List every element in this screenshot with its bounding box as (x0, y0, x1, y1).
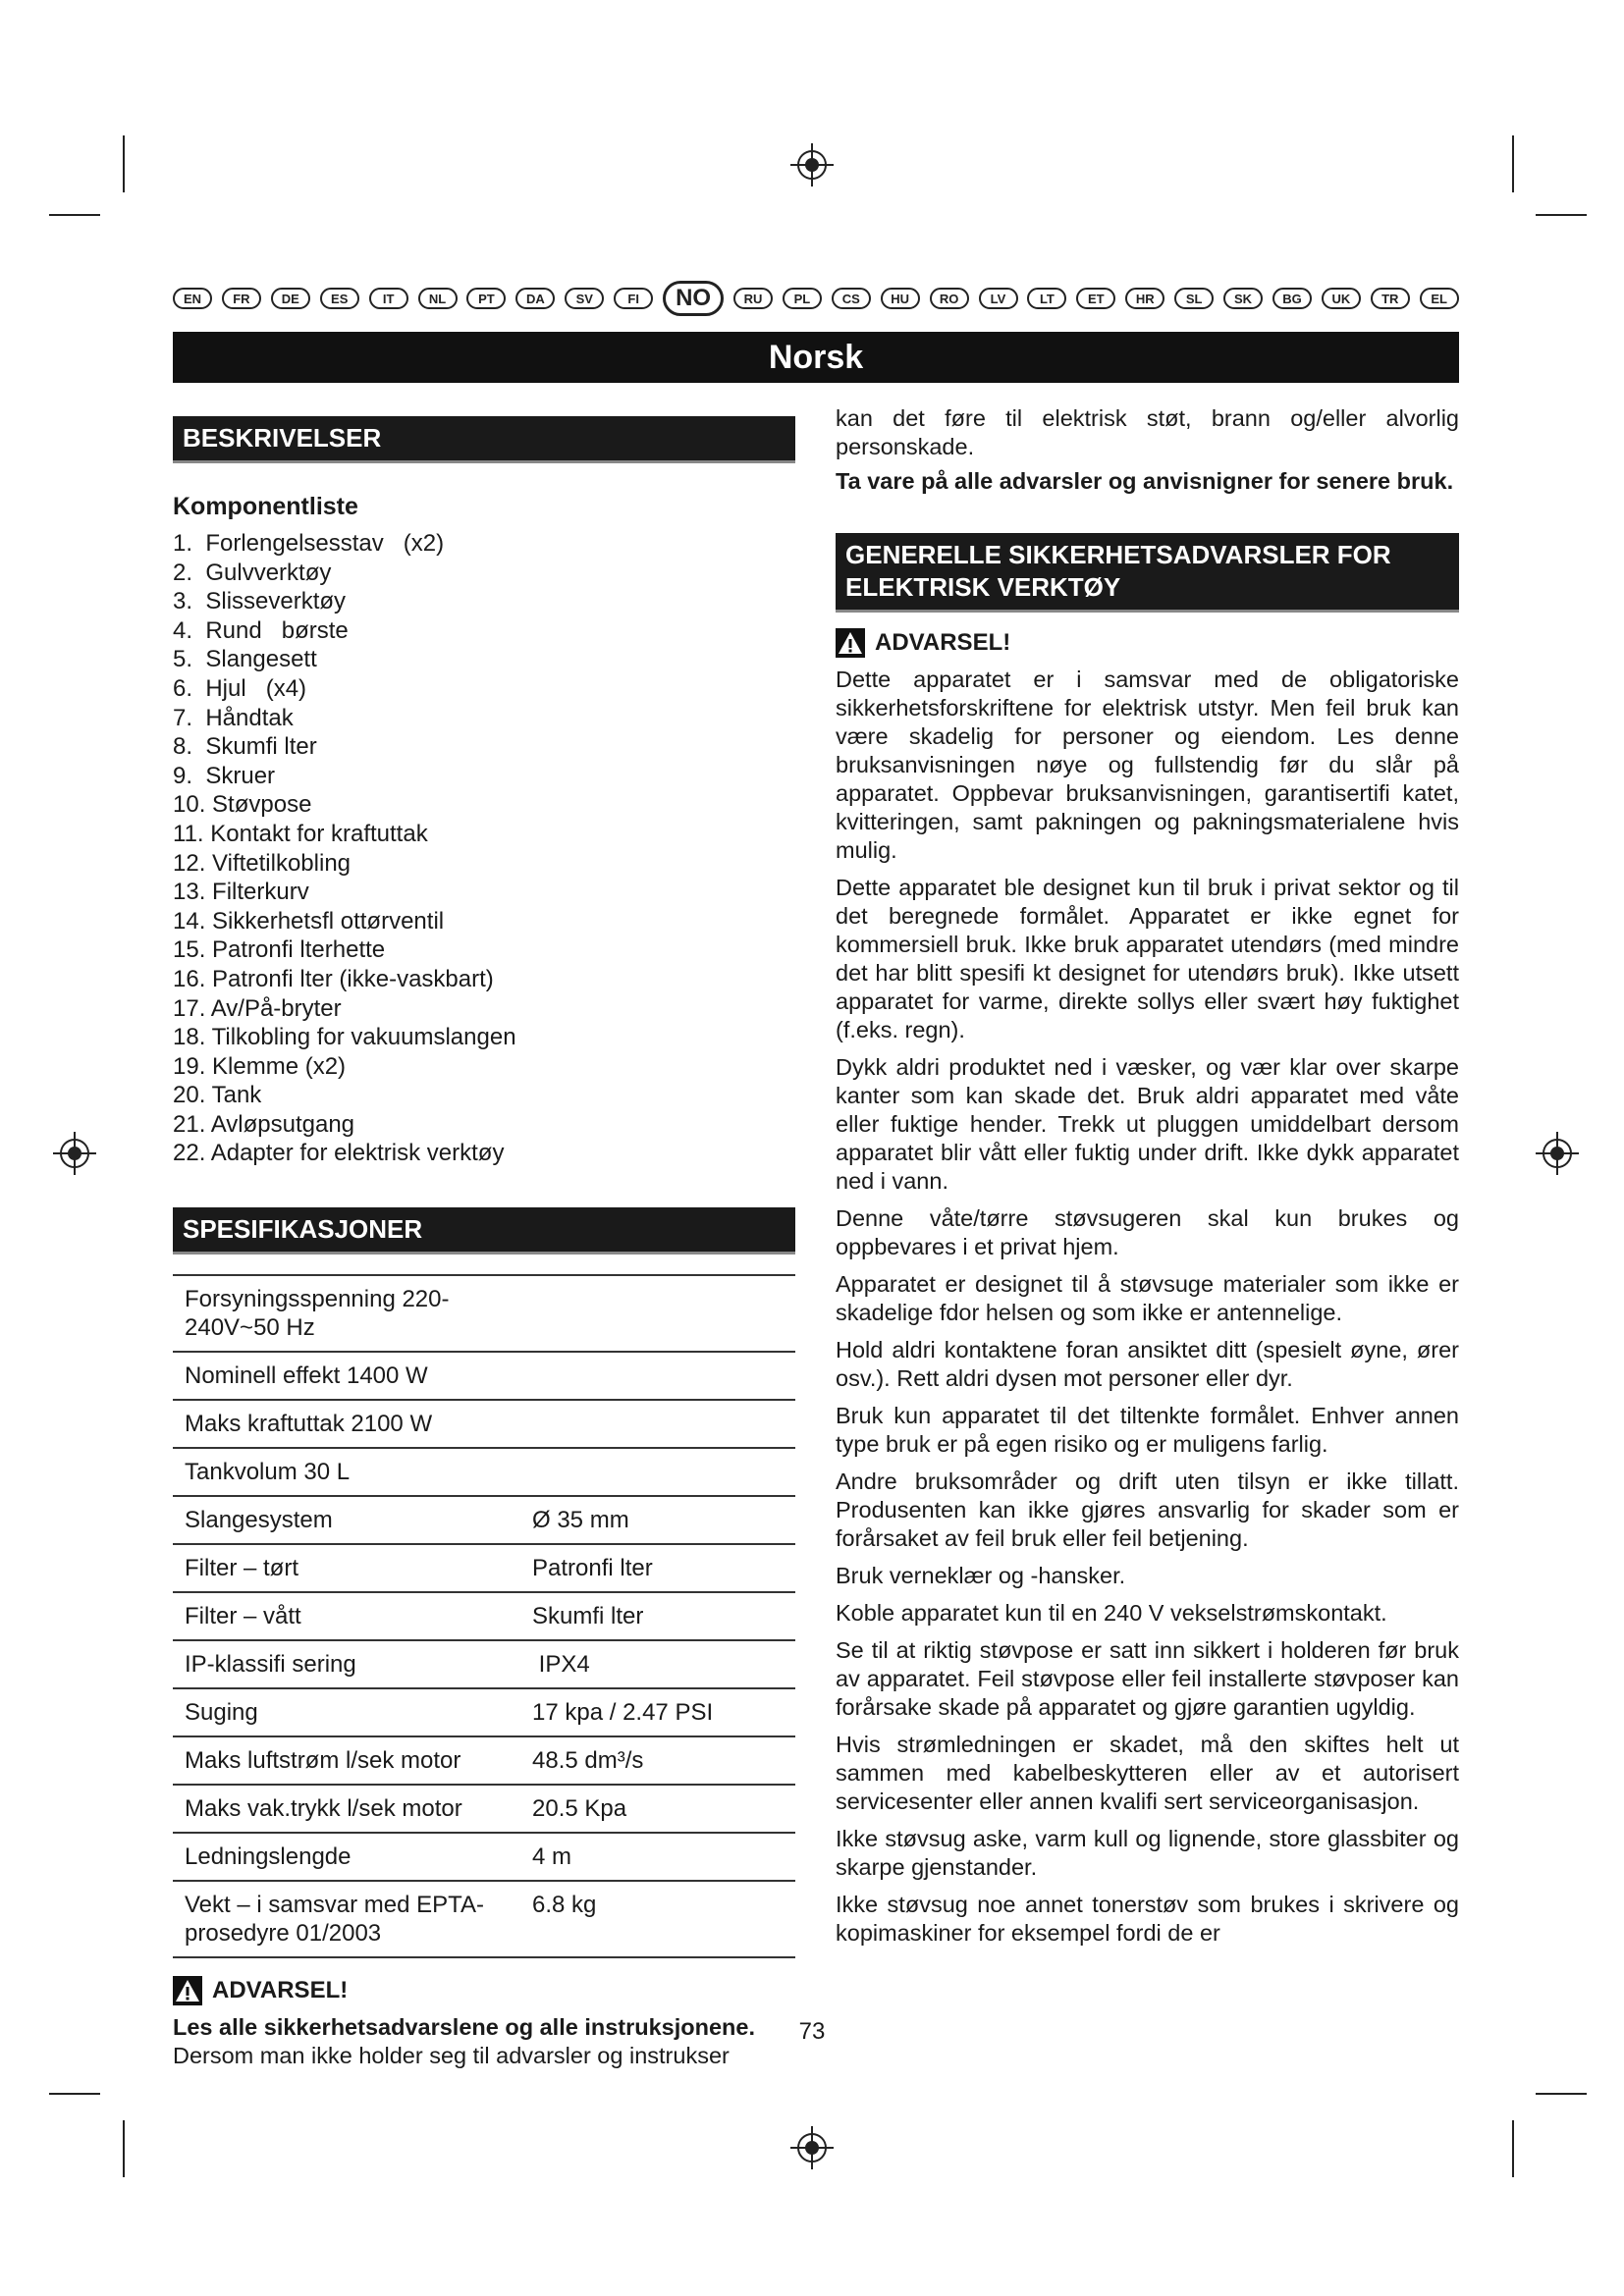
language-badge-cs: CS (832, 288, 871, 309)
warning-triangle-icon (836, 628, 865, 658)
language-badge-bg: BG (1272, 288, 1312, 309)
spec-label: Filter – vått (173, 1592, 520, 1640)
language-badge-sv: SV (565, 288, 604, 309)
list-item: 15. Patronfi lterhette (173, 936, 386, 964)
paragraph: Ikke støvsug aske, varm kull og lignende, store glassbiter og skarpe gjenstander. (836, 1826, 1459, 1880)
language-badge-et: ET (1076, 288, 1115, 309)
language-badge-fr: FR (222, 288, 261, 309)
paragraph: Dette apparatet ble designet kun til bruk i privat sektor og til det beregnede formålet. Apparatet er ikke egnet for kommersiell bruk. Ikke bruk apparatet utendørs (med mindre det har blitt spesifi kt designet for utendørs bruk). Ikke utsett apparatet for varme, direkte sollys eller svært høy fuktighet (f.eks. regn). (836, 875, 1459, 1042)
language-badge-pt: PT (466, 288, 506, 309)
language-badge-da: DA (515, 288, 555, 309)
list-item: 9. Skruer (173, 762, 276, 789)
spec-label: Tankvolum 30 L (173, 1448, 520, 1496)
paragraph: Bruk verneklær og -hansker. (836, 1563, 1126, 1588)
spec-table (173, 1274, 795, 1958)
components-heading: Komponentliste (173, 493, 358, 520)
language-badge-no: NO (663, 281, 724, 316)
paragraph: Dette apparatet er i samsvar med de obligatoriske sikkerhetsforskriftene for elektrisk utstyr. Men feil bruk kan være skadelig for personer og eiendom. Les denne bruksanvisningen nøye og fullstendig før du slår på apparatet. Oppbevar bruksanvisningen, garantisertifi katet, kvitteringen, samt pakningen og pakningsmaterialene hvis mulig. (836, 667, 1459, 863)
language-badge-hu: HU (881, 288, 920, 309)
spec-value: 17 kpa / 2.47 PSI (520, 1688, 795, 1736)
language-badge-lv: LV (979, 288, 1018, 309)
spec-label: Forsyningsspenning 220-240V~50 Hz (173, 1275, 520, 1352)
list-item: 17. Av/På-bryter (173, 994, 342, 1022)
table-row (173, 1736, 795, 1785)
language-badge-ro: RO (930, 288, 969, 309)
list-item: 8. Skumfi lter (173, 733, 317, 761)
language-badge-lt: LT (1027, 288, 1066, 309)
paragraph: Dykk aldri produktet ned i væsker, og vær klar over skarpe kanter som kan skade det. Bruk aldri apparatet med våte eller fuktige hender. Trekk ut pluggen umiddelbart dersom apparatet blir vått eller fuktig under drift. Ikke dykk apparatet ned i vann. (836, 1054, 1459, 1194)
spec-value: Skumfi lter (520, 1592, 795, 1640)
warning-title (836, 628, 1459, 658)
paragraph: Bruk kun apparatet til det tiltenkte formålet. Enhver annen type bruk er på egen risiko og er muligens farlig. (836, 1403, 1459, 1457)
warning-title (173, 1976, 795, 2005)
list-item: 6. Hjul (x4) (173, 674, 307, 702)
section-heading-specifications: SPESIFIKASJONER (173, 1207, 795, 1255)
spec-value (520, 1400, 795, 1448)
component-list (173, 529, 795, 1168)
spec-label: Vekt – i samsvar med EPTA-prosedyre 01/2003 (173, 1881, 520, 1957)
table-row (173, 1352, 795, 1400)
paragraph: Se til at riktig støvpose er satt inn sikkert i holderen før bruk av apparatet. Feil støvpose eller feil installerte støvposer kan forårsake skade på apparatet og gjøre garantien ugyldig. (836, 1637, 1459, 1720)
language-badge-tr: TR (1371, 288, 1410, 309)
registration-mark-icon (790, 2126, 834, 2169)
list-item: 13. Filterkurv (173, 879, 309, 906)
spec-label: Maks kraftuttak 2100 W (173, 1400, 520, 1448)
table-row (173, 1544, 795, 1592)
list-item: 21. Avløpsutgang (173, 1110, 355, 1138)
spec-label: Slangesystem (173, 1496, 520, 1544)
list-item: 11. Kontakt for kraftuttak (173, 820, 428, 847)
crop-mark (123, 2120, 125, 2177)
spec-value (520, 1275, 795, 1352)
paragraph: Hvis strømledningen er skadet, må den skiftes helt ut sammen med kabelbeskytteren eller av et autorisert servicesenter eller annen kvalifi sert serviceorganisasjon. (836, 1732, 1459, 1814)
spec-label: Filter – tørt (173, 1544, 520, 1592)
table-row (173, 1400, 795, 1448)
language-badge-en: EN (173, 288, 212, 309)
crop-mark (1512, 135, 1514, 192)
language-badge-sk: SK (1223, 288, 1263, 309)
table-row (173, 1448, 795, 1496)
paragraph: Koble apparatet kun til en 240 V vekselstrømskontakt. (836, 1600, 1387, 1626)
list-item: 5. Slangesett (173, 646, 317, 673)
list-item: 10. Støvpose (173, 791, 312, 819)
paragraph: Andre bruksområder og drift uten tilsyn er ikke tillatt. Produsenten kan ikke gjøres ansvarlig for skader som er forårsaket av feil bruk eller feil betjening. (836, 1468, 1459, 1551)
language-badge-de: DE (271, 288, 310, 309)
spec-value: 20.5 Kpa (520, 1785, 795, 1833)
table-row (173, 1688, 795, 1736)
crop-mark (1512, 2120, 1514, 2177)
registration-mark-icon (790, 143, 834, 187)
warning-text: Dersom man ikke holder seg til advarsler og instrukser (173, 2043, 730, 2069)
language-badge-el: EL (1420, 288, 1459, 309)
paragraph: Hold aldri kontaktene foran ansiktet ditt (spesielt øyne, ører osv.). Rett aldri dysen mot personer eller dyr. (836, 1337, 1459, 1391)
language-badge-ru: RU (733, 288, 773, 309)
paragraph: Denne våte/tørre støvsugeren skal kun brukes og oppbevares i et privat hjem. (836, 1205, 1459, 1259)
table-row (173, 1592, 795, 1640)
language-badge-it: IT (369, 288, 408, 309)
section-heading-descriptions: BESKRIVELSER (173, 416, 795, 463)
keep-instructions-text: Ta vare på alle advarsler og anvisnigner for senere bruk. (836, 468, 1454, 494)
spec-label: Suging (173, 1688, 520, 1736)
spec-label: Maks luftstrøm l/sek motor (173, 1736, 520, 1785)
paragraph: Ikke støvsug noe annet tonerstøv som brukes i skrivere og kopimaskiner for eksempel fordi de er (836, 1892, 1459, 1946)
list-item: 3. Slisseverktøy (173, 588, 347, 615)
spec-value: 48.5 dm³/s (520, 1736, 795, 1785)
warning-bold-text: Les alle sikkerhetsadvarslene og alle instruksjonene. (173, 2014, 755, 2041)
list-item: 12. Viftetilkobling (173, 849, 352, 877)
table-row (173, 1496, 795, 1544)
section-heading-general-safety: GENERELLE SIKKERHETSADVARSLER FOR ELEKTRISK VERKTØY (836, 533, 1459, 613)
safety-paragraphs (836, 666, 1459, 1948)
spec-value: 4 m (520, 1833, 795, 1881)
language-badge-sl: SL (1174, 288, 1214, 309)
list-item: 16. Patronfi lter (ikke-vaskbart) (173, 965, 494, 992)
left-column (173, 416, 795, 2070)
crop-mark (123, 135, 125, 192)
list-item: 19. Klemme (x2) (173, 1052, 347, 1080)
language-badge-hr: HR (1125, 288, 1164, 309)
spec-label: Nominell effekt 1400 W (173, 1352, 520, 1400)
page-number: 73 (798, 2018, 826, 2045)
spec-value: Patronfi lter (520, 1544, 795, 1592)
table-row (173, 1785, 795, 1833)
spec-label: IP-klassifi sering (173, 1640, 520, 1688)
warning-title-text: ADVARSEL! (875, 629, 1011, 656)
list-item: 7. Håndtak (173, 704, 294, 731)
paragraph: Apparatet er designet til å støvsuge materialer som ikke er skadelige fdor helsen og som ikke er antennelige. (836, 1271, 1459, 1325)
table-row (173, 1275, 795, 1352)
language-badge-uk: UK (1322, 288, 1361, 309)
list-item: 14. Sikkerhetsfl ottørventil (173, 907, 445, 934)
spec-label: Ledningslengde (173, 1833, 520, 1881)
crop-mark (1536, 214, 1587, 216)
language-bar (173, 279, 1459, 318)
list-item: 4. Rund børste (173, 616, 349, 644)
language-badge-fi: FI (614, 288, 653, 309)
table-row (173, 1640, 795, 1688)
registration-mark-icon (1536, 1132, 1579, 1175)
table-row (173, 1881, 795, 1957)
list-item: 20. Tank (173, 1082, 262, 1109)
warning-title-text: ADVARSEL! (212, 1977, 349, 2004)
crop-mark (49, 214, 100, 216)
spec-value: 6.8 kg (520, 1881, 795, 1957)
warning-triangle-icon (173, 1976, 202, 2005)
table-row (173, 1833, 795, 1881)
spec-value (520, 1352, 795, 1400)
list-item: 2. Gulvverktøy (173, 559, 332, 586)
crop-mark (1536, 2093, 1587, 2095)
right-column (836, 404, 1459, 1948)
continued-text: kan det føre til elektrisk støt, brann og/eller alvorlig personskade. (836, 405, 1459, 459)
spec-value: IPX4 (520, 1640, 795, 1688)
language-badge-pl: PL (783, 288, 822, 309)
spec-value (520, 1448, 795, 1496)
language-badge-nl: NL (418, 288, 458, 309)
list-item: 18. Tilkobling for vakuumslangen (173, 1024, 516, 1051)
language-badge-es: ES (320, 288, 359, 309)
list-item: 22. Adapter for elektrisk verktøy (173, 1140, 505, 1167)
language-banner: Norsk (173, 332, 1459, 383)
registration-mark-icon (53, 1132, 96, 1175)
list-item: 1. Forlengelsesstav (x2) (173, 530, 445, 557)
spec-value: Ø 35 mm (520, 1496, 795, 1544)
crop-mark (49, 2093, 100, 2095)
spec-label: Maks vak.trykk l/sek motor (173, 1785, 520, 1833)
